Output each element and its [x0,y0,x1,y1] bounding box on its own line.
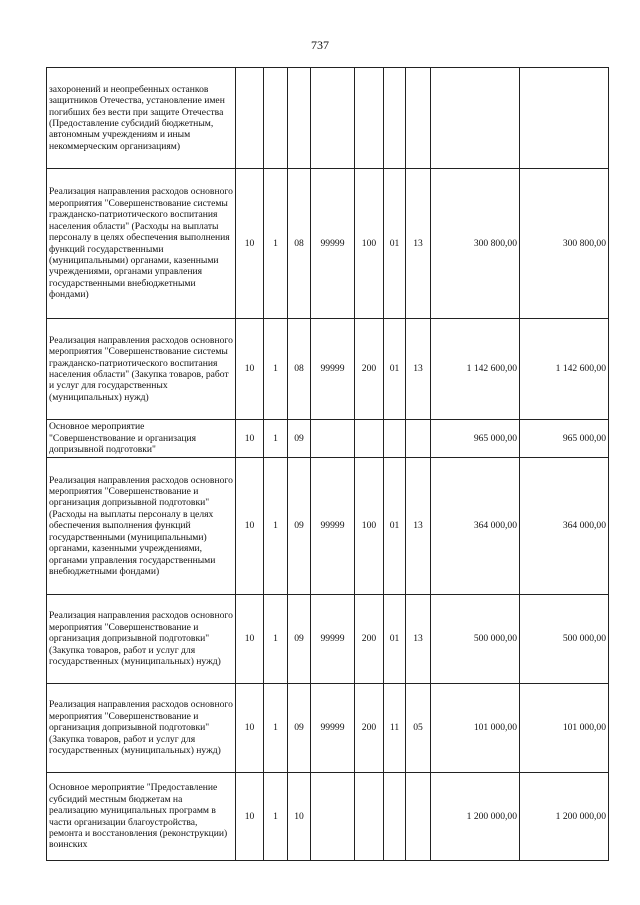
row-amount-2: 101 000,00 [520,684,609,773]
row-code-2: 1 [264,319,288,420]
row-code-6 [384,420,406,458]
row-code-4: 99999 [311,595,355,684]
row-code-4 [311,68,355,169]
table-row [47,68,609,169]
row-description: Реализация направления расходов основного мероприятия "Совершенствование системы гражданско-патриотического воспитания населения области" (Расходы на выплаты персоналу в целях обеспечения выполнения функций государственными (муниципальными) органами, казенными учреждениями, органами управления государственными внебюджетными фондами) [47,169,236,319]
table-row [47,169,609,319]
row-code-7: 05 [406,684,431,773]
row-amount-1: 500 000,00 [431,595,520,684]
row-code-6: 01 [384,458,406,595]
row-code-6: 01 [384,595,406,684]
row-code-1: 10 [236,773,264,861]
row-code-2: 1 [264,169,288,319]
row-code-3: 09 [288,595,311,684]
row-description: Реализация направления расходов основного мероприятия "Совершенствование системы гражданско-патриотического воспитания населения области" (Закупка товаров, работ и услуг для государственных (муниципальных) нужд) [47,319,236,420]
row-code-5: 200 [355,684,384,773]
row-code-3: 09 [288,458,311,595]
row-amount-2: 364 000,00 [520,458,609,595]
row-code-5 [355,420,384,458]
row-code-5: 100 [355,169,384,319]
row-code-3: 09 [288,684,311,773]
row-code-2: 1 [264,458,288,595]
row-code-6: 11 [384,684,406,773]
row-amount-1: 1 142 600,00 [431,319,520,420]
row-amount-2: 1 200 000,00 [520,773,609,861]
row-code-2: 1 [264,595,288,684]
row-amount-2: 500 000,00 [520,595,609,684]
row-code-5: 200 [355,595,384,684]
row-code-7: 13 [406,319,431,420]
row-code-4: 99999 [311,319,355,420]
row-code-6 [384,773,406,861]
row-code-7: 13 [406,595,431,684]
row-code-5: 200 [355,319,384,420]
row-code-3: 09 [288,420,311,458]
row-code-6 [384,68,406,169]
row-code-6: 01 [384,169,406,319]
row-description: Реализация направления расходов основного мероприятия "Совершенствование и организация допризывной подготовки" (Закупка товаров, работ и услуг для государственных (муниципальных) нужд) [47,595,236,684]
row-code-4 [311,773,355,861]
row-code-7 [406,420,431,458]
row-code-7: 13 [406,169,431,319]
row-code-7: 13 [406,458,431,595]
row-code-3: 08 [288,169,311,319]
row-code-2 [264,68,288,169]
row-amount-2: 1 142 600,00 [520,319,609,420]
row-code-1: 10 [236,420,264,458]
row-amount-1: 1 200 000,00 [431,773,520,861]
row-amount-1: 965 000,00 [431,420,520,458]
row-code-6: 01 [384,319,406,420]
row-code-1: 10 [236,595,264,684]
row-amount-2: 965 000,00 [520,420,609,458]
table-row [47,319,609,420]
row-description: Основное мероприятие "Предоставление субсидий местным бюджетам на реализацию муниципальных программ в части организации благоустройства, ремонта и восстановления (реконструкции) воинских [47,773,236,861]
row-code-3: 08 [288,319,311,420]
table-row [47,420,609,458]
row-amount-2: 300 800,00 [520,169,609,319]
row-code-1: 10 [236,319,264,420]
row-code-2: 1 [264,684,288,773]
row-code-7 [406,773,431,861]
row-description: Реализация направления расходов основного мероприятия "Совершенствование и организация допризывной подготовки" (Закупка товаров, работ и услуг для государственных (муниципальных) нужд) [47,684,236,773]
table-row [47,595,609,684]
row-amount-2 [520,68,609,169]
row-code-4: 99999 [311,684,355,773]
row-code-2: 1 [264,420,288,458]
table-row [47,773,609,861]
table-row [47,458,609,595]
row-code-2: 1 [264,773,288,861]
row-code-1: 10 [236,169,264,319]
row-description: Основное мероприятие "Совершенствование и организация допризывной подготовки" [47,420,236,458]
row-code-4: 99999 [311,169,355,319]
row-amount-1 [431,68,520,169]
row-code-5: 100 [355,458,384,595]
row-code-5 [355,68,384,169]
page-number: 737 [311,38,329,52]
row-code-1 [236,68,264,169]
row-code-5 [355,773,384,861]
row-amount-1: 364 000,00 [431,458,520,595]
row-code-4 [311,420,355,458]
row-description: Реализация направления расходов основного мероприятия "Совершенствование и организация допризывной подготовки" (Расходы на выплаты персоналу в целях обеспечения выполнения функций государственными (муниципальными) органами, казенными учреждениями, органами управления государственными внебюджетными фондами) [47,458,236,595]
table-body [47,68,609,861]
row-code-3 [288,68,311,169]
row-code-1: 10 [236,458,264,595]
row-code-4: 99999 [311,458,355,595]
row-amount-1: 300 800,00 [431,169,520,319]
row-code-1: 10 [236,684,264,773]
row-code-3: 10 [288,773,311,861]
row-description: захоронений и неопребенных останков защитников Отечества, установление имен погибших без вести при защите Отечества (Предоставление субсидий бюджетным, автономным учреждениям и иным некоммерческим организациям) [47,68,236,169]
row-code-7 [406,68,431,169]
row-amount-1: 101 000,00 [431,684,520,773]
budget-table [46,67,609,861]
table-row [47,684,609,773]
